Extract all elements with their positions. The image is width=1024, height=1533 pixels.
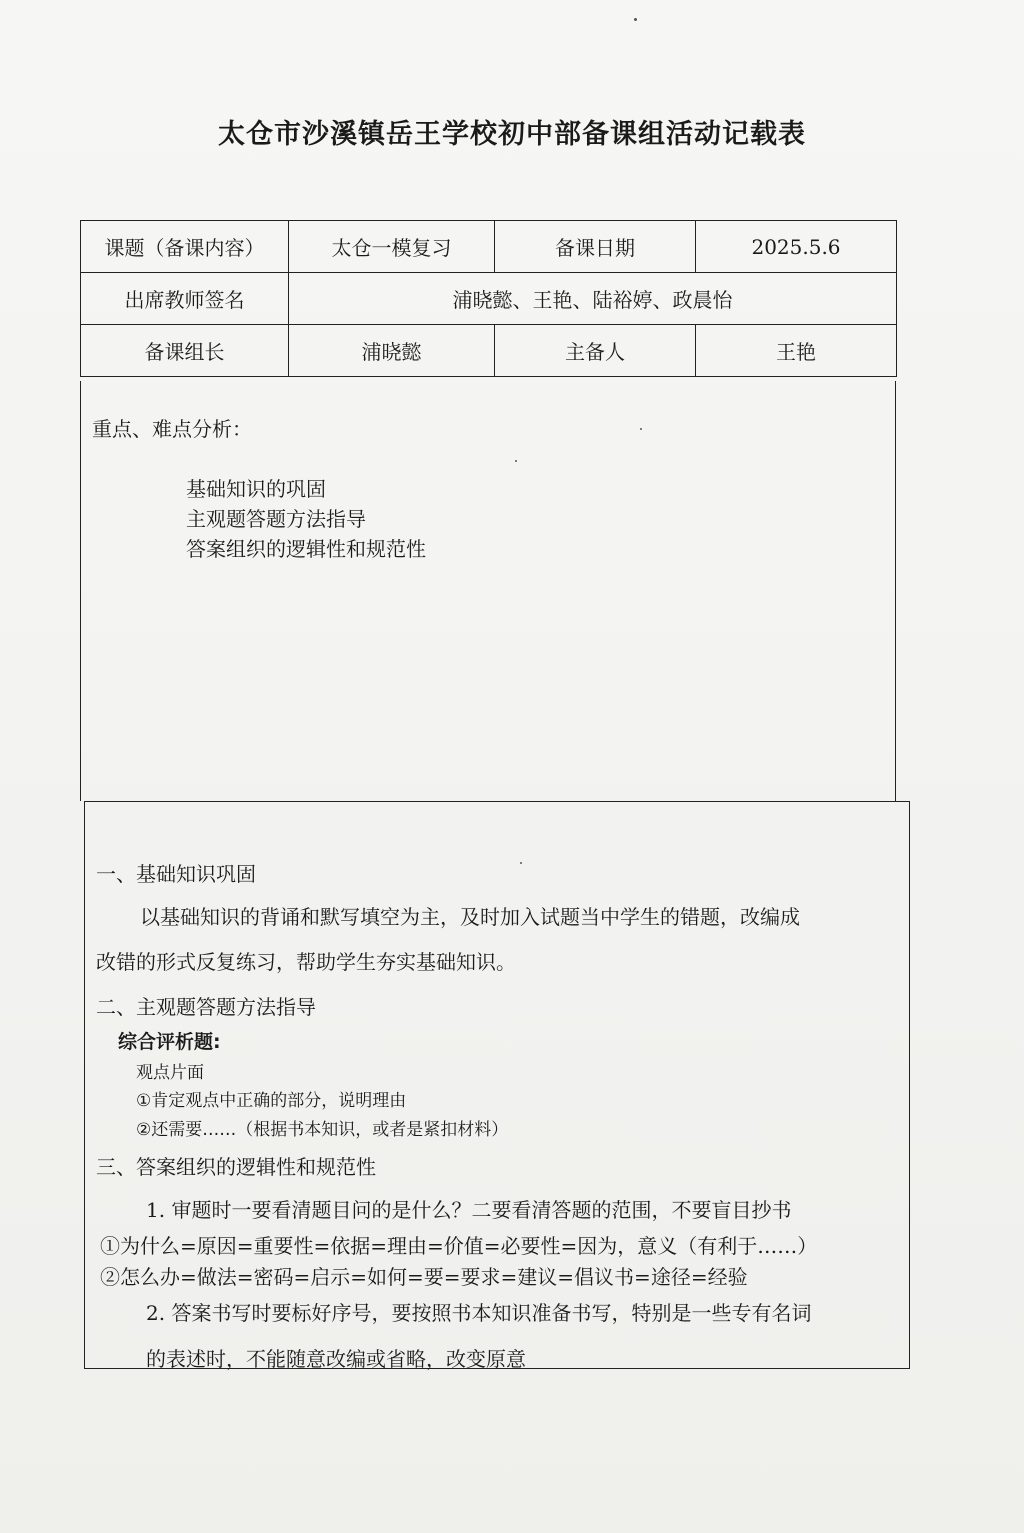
section-3-heading: 三、答案组织的逻辑性和规范性	[96, 1155, 376, 1179]
section-3-paragraph: ②怎么办=做法=密码=启示=如何=要=要求=建议=倡议书=途径=经验	[100, 1265, 748, 1289]
section-1-paragraph: 改错的形式反复练习，帮助学生夯实基础知识。	[96, 950, 516, 974]
section-3-paragraph: 的表述时，不能随意改编或省略，改变原意	[146, 1347, 526, 1371]
preparer-label: 主备人	[495, 325, 696, 377]
attendees-label: 出席教师签名	[81, 273, 289, 325]
section-2-subheading: 综合评析题:	[118, 1031, 221, 1053]
scan-speck	[515, 460, 517, 462]
section-3-paragraph: 1. 审题时一要看清题目问的是什么？二要看清答题的范围，不要盲目抄书	[146, 1198, 792, 1222]
scan-speck	[640, 428, 642, 430]
header-row-leader	[81, 325, 897, 377]
scan-speck	[520, 862, 522, 864]
section-2-line: ②还需要……（根据书本知识，或者是紧扣材料）	[136, 1120, 509, 1140]
attendees-value: 浦晓懿、王艳、陆裕婷、政晨怡	[289, 273, 897, 325]
section-2-heading: 二、主观题答题方法指导	[96, 995, 316, 1019]
analysis-item: 基础知识的巩固	[186, 477, 326, 501]
leader-value: 浦晓懿	[289, 325, 495, 377]
leader-label: 备课组长	[81, 325, 289, 377]
section-1-heading: 一、基础知识巩固	[96, 862, 256, 886]
analysis-item: 答案组织的逻辑性和规范性	[186, 537, 426, 561]
preparer-value: 王艳	[696, 325, 897, 377]
analysis-cell	[80, 381, 896, 801]
section-3-paragraph: 2. 答案书写时要标好序号，要按照书本知识准备书写，特别是一些专有名词	[146, 1301, 812, 1325]
page-title: 太仓市沙溪镇岳王学校初中部备课组活动记载表	[218, 119, 806, 150]
header-table	[80, 220, 897, 377]
section-2-line: ①肯定观点中正确的部分，说明理由	[136, 1091, 407, 1111]
scan-speck	[634, 18, 637, 21]
header-row-topic	[81, 221, 897, 273]
section-2-line: 观点片面	[136, 1063, 204, 1083]
topic-value: 太仓一模复习	[289, 221, 495, 273]
analysis-item: 主观题答题方法指导	[186, 507, 366, 531]
header-row-attendees	[81, 273, 897, 325]
section-3-paragraph: ①为什么=原因=重要性=依据=理由=价值=必要性=因为，意义（有利于……）	[100, 1234, 818, 1258]
date-label: 备课日期	[495, 221, 696, 273]
date-value: 2025.5.6	[696, 221, 897, 273]
analysis-heading: 重点、难点分析：	[92, 417, 252, 441]
section-1-paragraph: 以基础知识的背诵和默写填空为主，及时加入试题当中学生的错题，改编成	[140, 905, 800, 929]
topic-label: 课题（备课内容）	[81, 221, 289, 273]
